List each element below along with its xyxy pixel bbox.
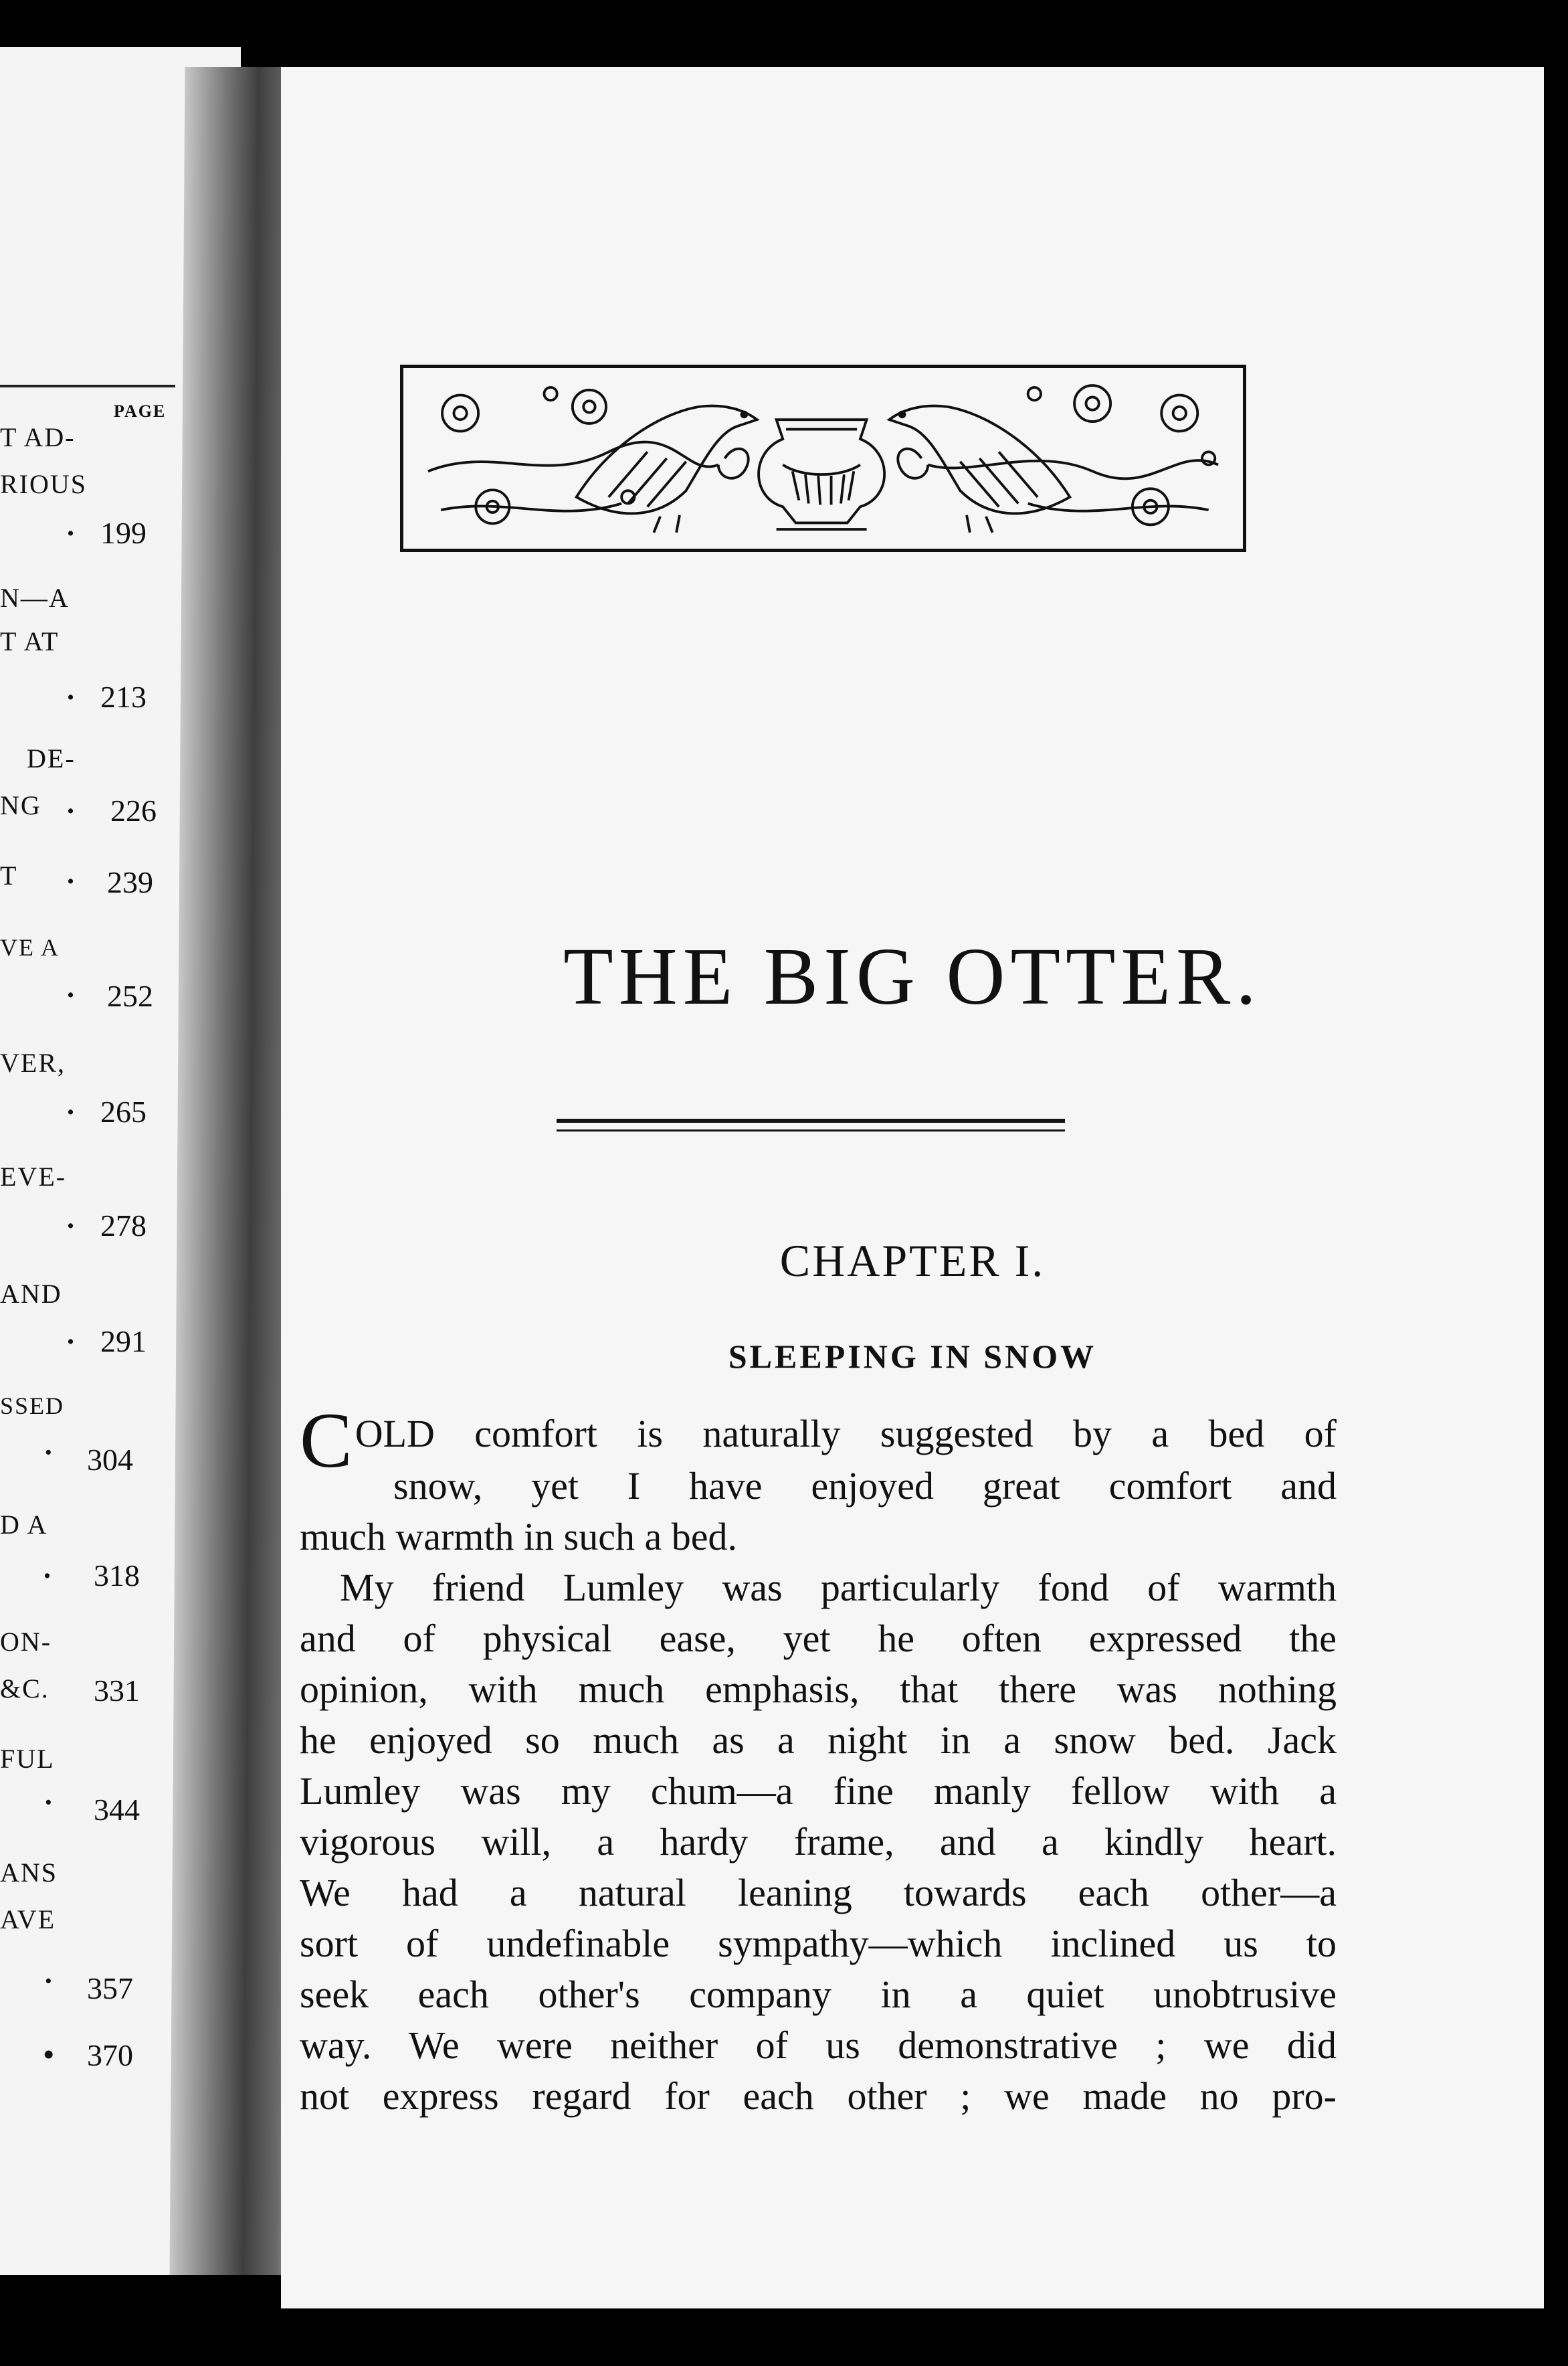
- contents-rule: [0, 385, 175, 387]
- toc-leader-dot: .: [67, 1317, 74, 1350]
- toc-page-number: 318: [94, 1558, 140, 1592]
- toc-fragment: T AT: [0, 626, 60, 656]
- text-line: [300, 1396, 1337, 1484]
- toc-page-number: 331: [94, 1673, 140, 1708]
- title-double-rule: [557, 1119, 1065, 1123]
- toc-leader-dot: .: [67, 1088, 74, 1121]
- toc-page-number: 239: [107, 865, 153, 899]
- headpiece-ornament: [400, 365, 1246, 552]
- page-column-heading: PAGE: [114, 401, 167, 421]
- text-line: sort of undefinable sympathy—which inclined us to: [300, 1922, 1337, 1965]
- first-line-text: OLD comfort is naturally suggested by a bed of: [355, 1412, 1337, 1455]
- toc-page-number: 252: [107, 979, 153, 1013]
- toc-fragment: D A: [0, 1510, 48, 1540]
- text-line: We had a natural leaning towards each other—a: [300, 1871, 1337, 1914]
- toc-fragment: VE A: [0, 934, 60, 961]
- toc-leader-dot: .: [67, 857, 74, 890]
- toc-fragment: DE-: [27, 743, 76, 774]
- toc-page-number: 370: [87, 2038, 133, 2072]
- toc-leader-dot: .: [67, 673, 74, 706]
- text-line: opinion, with much emphasis, that there was nothing: [300, 1667, 1337, 1711]
- text-line: vigorous will, a hardy frame, and a kindly heart.: [300, 1820, 1337, 1863]
- toc-page-number: 199: [100, 516, 146, 550]
- text-line: way. We were neither of us demonstrative ; we did: [300, 2023, 1337, 2067]
- toc-fragment: SSED: [0, 1392, 65, 1419]
- toc-fragment: EVE-: [0, 1162, 67, 1192]
- toc-leader-dot: .: [67, 971, 74, 1004]
- text-line: Lumley was my chum—a fine manly fellow with a: [300, 1769, 1337, 1813]
- text-line: and of physical ease, yet he often expressed the: [300, 1617, 1337, 1660]
- toc-fragment: VER,: [0, 1048, 66, 1078]
- toc-leader-dot: ·: [43, 1786, 54, 1819]
- drop-cap: C: [300, 1396, 353, 1484]
- title-double-rule: [557, 1129, 1065, 1131]
- birds-and-vase-ornament-icon: [403, 368, 1243, 549]
- toc-fragment: NG: [0, 790, 41, 820]
- text-line: much warmth in such a bed.: [300, 1515, 737, 1558]
- scan-border-bottom: [0, 2319, 1568, 2366]
- toc-leader-dot: •: [43, 2038, 54, 2071]
- toc-page-number: 213: [100, 680, 146, 714]
- text-line: My friend Lumley was particularly fond of warmth: [340, 1566, 1337, 1609]
- chapter-subtitle: SLEEPING IN SNOW: [728, 1338, 1097, 1375]
- toc-fragment: &C.: [0, 1673, 50, 1704]
- toc-fragment: ON-: [0, 1627, 52, 1657]
- chapter-heading: CHAPTER I.: [779, 1235, 1046, 1286]
- text-line: not express regard for each other ; we made no pro-: [300, 2074, 1337, 2118]
- toc-leader-dot: ·: [43, 1965, 54, 1997]
- text-line: seek each other's company in a quiet unobtrusive: [300, 1973, 1337, 2016]
- toc-fragment: T: [0, 860, 18, 891]
- book-title: THE BIG OTTER.: [563, 931, 1262, 1022]
- toc-page-number: 304: [87, 1443, 133, 1477]
- toc-fragment: ANS: [0, 1857, 58, 1888]
- toc-leader-dot: .: [67, 1202, 74, 1235]
- toc-page-number: 226: [110, 794, 157, 828]
- toc-leader-dot: ·: [43, 1436, 54, 1469]
- chapter-page: [281, 67, 1544, 2308]
- toc-fragment: T AD-: [0, 422, 76, 452]
- toc-page-number: 357: [87, 1971, 133, 2005]
- scan-border-right: [1544, 0, 1568, 2366]
- toc-fragment: AVE: [0, 1904, 56, 1934]
- toc-fragment: FUL: [0, 1744, 55, 1774]
- toc-leader-dot: .: [67, 787, 74, 820]
- toc-page-number: 291: [100, 1324, 146, 1358]
- toc-leader-dot: .: [67, 509, 74, 542]
- toc-page-number: 344: [94, 1793, 140, 1827]
- toc-page-number: 278: [100, 1208, 146, 1243]
- toc-fragment: AND: [0, 1279, 62, 1309]
- toc-fragment: RIOUS: [0, 469, 88, 499]
- chapter-body-text: [300, 1396, 1337, 2122]
- toc-page-number: 265: [100, 1095, 146, 1129]
- text-line: he enjoyed so much as a night in a snow bed. Jack: [300, 1718, 1337, 1762]
- toc-fragment: N—A: [0, 583, 70, 613]
- text-line: snow, yet I have enjoyed great comfort and: [393, 1464, 1337, 1508]
- toc-leader-dot: .: [43, 1552, 51, 1584]
